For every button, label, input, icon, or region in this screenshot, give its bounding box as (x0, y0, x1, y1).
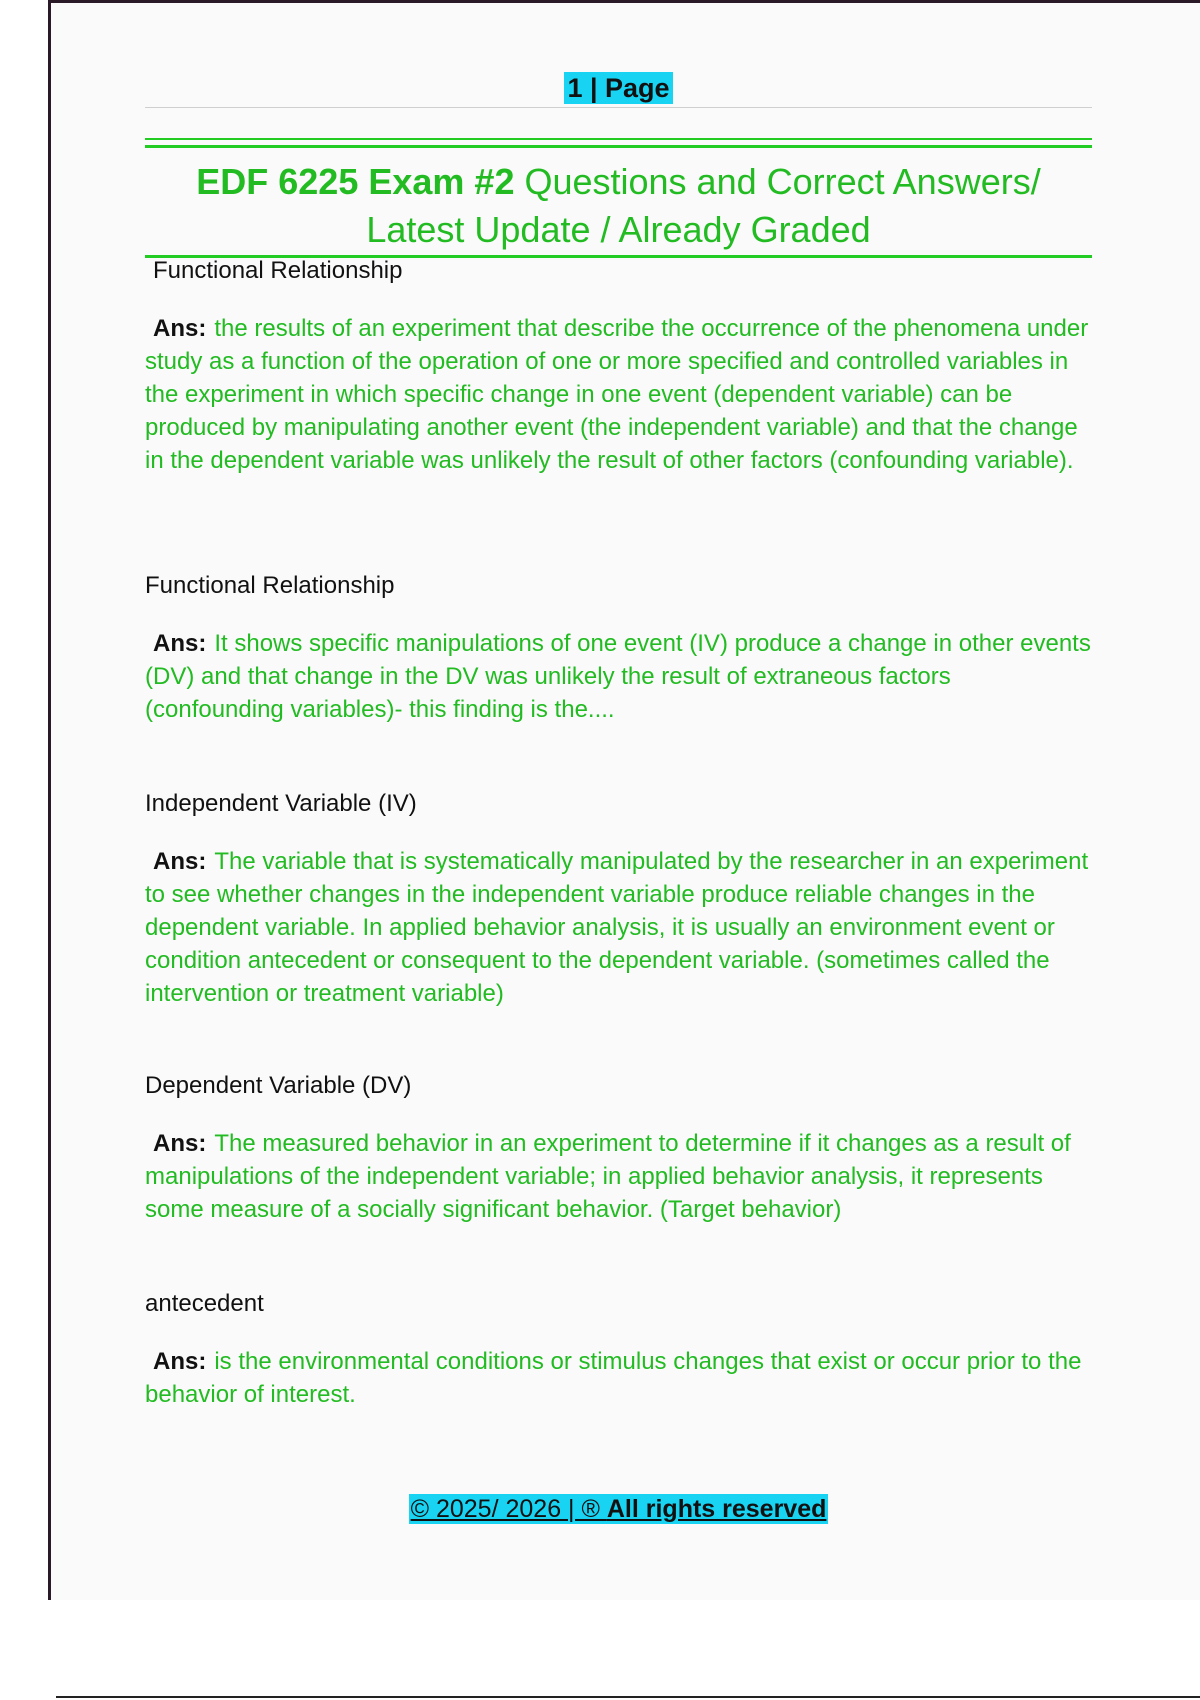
ans-label: Ans: (153, 1130, 207, 1157)
rights-reserved: All rights reserved (606, 1495, 827, 1523)
answer-text (145, 1127, 1092, 1226)
page-header (145, 72, 1092, 104)
qa-item (145, 256, 1100, 477)
title-line2: Latest Update / Already Graded (366, 209, 871, 250)
answer-body: The variable that is systematically manipulated by the researcher in an experiment to see whether changes in the independent variable produce reliable changes in the dependent variable. In applied behavior analysis, it is usually an environment event or condition antecedent or consequent to the dependent variable. (sometimes called the intervention or treatment variable) (145, 848, 1089, 1007)
question-term: Functional Relationship (145, 572, 395, 599)
title-line1-rest: Questions and Correct Answers/ (514, 161, 1041, 202)
ans-label: Ans: (153, 315, 207, 342)
page-footer (145, 1494, 1092, 1524)
qa-item (145, 571, 1092, 726)
answer-body: The measured behavior in an experiment to determine if it changes as a result of manipulations of the independent variable; in applied behavior analysis, it represents some measure of a socially significant behavior. (Target behavior) (145, 1130, 1071, 1223)
page-number-label: 1 | Page (564, 72, 672, 104)
answer-text (145, 1345, 1092, 1411)
qa-item (145, 789, 1092, 1010)
ans-label: Ans: (153, 848, 207, 875)
qa-item (145, 1071, 1092, 1226)
question-term: Dependent Variable (DV) (145, 1072, 412, 1099)
question-term: Functional Relationship (153, 257, 403, 284)
copyright-years: © 2025/ 2026 | ® (410, 1495, 607, 1523)
header-divider (145, 107, 1092, 108)
document-title (145, 158, 1092, 254)
answer-text (145, 312, 1100, 477)
copyright-notice (409, 1494, 829, 1524)
answer-body: is the environmental conditions or stimulus changes that exist or occur prior to the behavior of interest. (145, 1348, 1082, 1408)
answer-text (145, 845, 1092, 1010)
answer-body: It shows specific manipulations of one event (IV) produce a change in other events (DV) and that change in the DV was unlikely the result of extraneous factors (confounding variables)- this finding is the.... (145, 630, 1091, 723)
title-block (145, 145, 1092, 258)
question-term: Independent Variable (IV) (145, 790, 417, 817)
answer-body: the results of an experiment that describe the occurrence of the phenomena under study as a function of the operation of one or more specified and controlled variables in the experiment in which specific change in one event (dependent variable) can be produced by manipulating another event (the independent variable) and that the change in the dependent variable was unlikely the result of other factors (confounding variable). (145, 315, 1089, 474)
question-term: antecedent (145, 1290, 264, 1317)
qa-item (145, 1289, 1092, 1411)
answer-text (145, 627, 1092, 726)
ans-label: Ans: (153, 630, 207, 657)
bottom-divider (56, 1696, 1200, 1698)
title-course-code: EDF 6225 Exam #2 (196, 161, 515, 202)
ans-label: Ans: (153, 1348, 207, 1375)
